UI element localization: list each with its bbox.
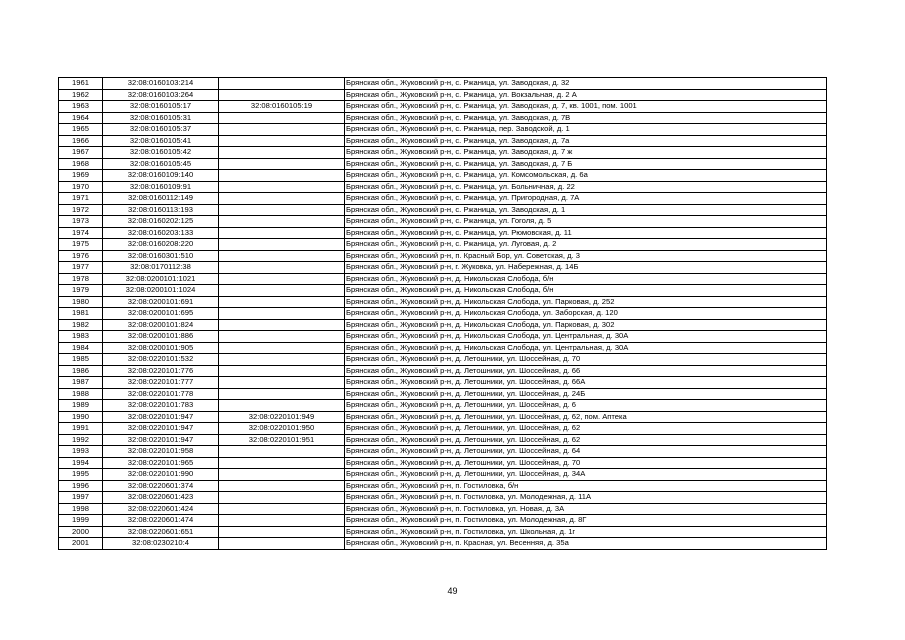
address-cell: Брянская обл., Жуковский р-н, п. Красная, ул. Весенняя, д. 35а — [345, 538, 827, 550]
address-cell: Брянская обл., Жуковский р-н, п. Красный Бор, ул. Советская, д. 3 — [345, 250, 827, 262]
cadastral-number-cell: 32:08:0200101:1024 — [103, 285, 219, 297]
cadastral-number-cell: 32:08:0220601:474 — [103, 515, 219, 527]
row-number-cell: 1978 — [59, 273, 103, 285]
related-cadastral-number-cell: 32:08:0220101:950 — [219, 423, 345, 435]
row-number-cell: 1996 — [59, 480, 103, 492]
row-number-cell: 1968 — [59, 158, 103, 170]
table-row — [59, 319, 827, 331]
address-cell: Брянская обл., Жуковский р-н, с. Ржаница, ул. Заводская, д. 7 ж — [345, 147, 827, 159]
related-cadastral-number-cell — [219, 308, 345, 320]
row-number-cell: 1982 — [59, 319, 103, 331]
cadastral-number-cell: 32:08:0220101:777 — [103, 377, 219, 389]
table-row — [59, 538, 827, 550]
cadastral-number-cell: 32:08:0160202:125 — [103, 216, 219, 228]
address-cell: Брянская обл., Жуковский р-н, п. Гостиловка, ул. Школьная, д. 1г — [345, 526, 827, 538]
related-cadastral-number-cell — [219, 239, 345, 251]
table-row — [59, 204, 827, 216]
address-cell: Брянская обл., Жуковский р-н, д. Летошники, ул. Шоссейная, д. 66А — [345, 377, 827, 389]
row-number-cell: 1987 — [59, 377, 103, 389]
related-cadastral-number-cell — [219, 216, 345, 228]
property-table-body — [59, 78, 827, 550]
table-row — [59, 526, 827, 538]
row-number-cell: 1981 — [59, 308, 103, 320]
table-row — [59, 193, 827, 205]
cadastral-number-cell: 32:08:0220101:965 — [103, 457, 219, 469]
related-cadastral-number-cell — [219, 526, 345, 538]
related-cadastral-number-cell — [219, 158, 345, 170]
address-cell: Брянская обл., Жуковский р-н, п. Гостиловка, ул. Новая, д. 3А — [345, 503, 827, 515]
related-cadastral-number-cell — [219, 227, 345, 239]
row-number-cell: 1973 — [59, 216, 103, 228]
address-cell: Брянская обл., Жуковский р-н, д. Летошники, ул. Шоссейная, д. 62 — [345, 434, 827, 446]
row-number-cell: 1966 — [59, 135, 103, 147]
table-row — [59, 457, 827, 469]
related-cadastral-number-cell — [219, 204, 345, 216]
row-number-cell: 1962 — [59, 89, 103, 101]
row-number-cell: 2001 — [59, 538, 103, 550]
cadastral-number-cell: 32:08:0220601:651 — [103, 526, 219, 538]
address-cell: Брянская обл., Жуковский р-н, г. Жуковка, ул. Набережная, д. 14Б — [345, 262, 827, 274]
related-cadastral-number-cell — [219, 135, 345, 147]
row-number-cell: 1988 — [59, 388, 103, 400]
address-cell: Брянская обл., Жуковский р-н, с. Ржаница, ул. Больничная, д. 22 — [345, 181, 827, 193]
cadastral-number-cell: 32:08:0160109:140 — [103, 170, 219, 182]
address-cell: Брянская обл., Жуковский р-н, д. Никольская Слобода, ул. Парковая, д. 302 — [345, 319, 827, 331]
related-cadastral-number-cell — [219, 124, 345, 136]
row-number-cell: 1974 — [59, 227, 103, 239]
cadastral-number-cell: 32:08:0220601:423 — [103, 492, 219, 504]
row-number-cell: 1983 — [59, 331, 103, 343]
table-row — [59, 365, 827, 377]
table-row — [59, 273, 827, 285]
address-cell: Брянская обл., Жуковский р-н, с. Ржаница, ул. Комсомольская, д. 6а — [345, 170, 827, 182]
cadastral-number-cell: 32:08:0220101:778 — [103, 388, 219, 400]
address-cell: Брянская обл., Жуковский р-н, д. Летошники, ул. Шоссейная, д. 64 — [345, 446, 827, 458]
related-cadastral-number-cell: 32:08:0160105:19 — [219, 101, 345, 113]
cadastral-number-cell: 32:08:0160103:214 — [103, 78, 219, 90]
cadastral-number-cell: 32:08:0220101:783 — [103, 400, 219, 412]
cadastral-number-cell: 32:08:0170112:38 — [103, 262, 219, 274]
address-cell: Брянская обл., Жуковский р-н, д. Летошники, ул. Шоссейная, д. 34А — [345, 469, 827, 481]
table-row — [59, 388, 827, 400]
address-cell: Брянская обл., Жуковский р-н, с. Ржаница, ул. Гоголя, д. 5 — [345, 216, 827, 228]
cadastral-number-cell: 32:08:0160105:31 — [103, 112, 219, 124]
related-cadastral-number-cell — [219, 285, 345, 297]
table-row — [59, 147, 827, 159]
row-number-cell: 1994 — [59, 457, 103, 469]
table-row — [59, 480, 827, 492]
cadastral-number-cell: 32:08:0160113:193 — [103, 204, 219, 216]
table-row — [59, 423, 827, 435]
table-row — [59, 503, 827, 515]
cadastral-number-cell: 32:08:0160112:149 — [103, 193, 219, 205]
table-row — [59, 354, 827, 366]
row-number-cell: 1980 — [59, 296, 103, 308]
table-row — [59, 469, 827, 481]
related-cadastral-number-cell — [219, 538, 345, 550]
cadastral-number-cell: 32:08:0160105:17 — [103, 101, 219, 113]
address-cell: Брянская обл., Жуковский р-н, д. Никольская Слобода, ул. Центральная, д. 30А — [345, 342, 827, 354]
cadastral-number-cell: 32:08:0200101:905 — [103, 342, 219, 354]
table-row — [59, 308, 827, 320]
cadastral-number-cell: 32:08:0220101:776 — [103, 365, 219, 377]
table-row — [59, 377, 827, 389]
address-cell: Брянская обл., Жуковский р-н, с. Ржаница, ул. Заводская, д. 32 — [345, 78, 827, 90]
table-row — [59, 89, 827, 101]
address-cell: Брянская обл., Жуковский р-н, д. Летошники, ул. Шоссейная, д. 62, пом. Аптека — [345, 411, 827, 423]
address-cell: Брянская обл., Жуковский р-н, с. Ржаница, ул. Заводская, д. 7, кв. 1001, пом. 1001 — [345, 101, 827, 113]
address-cell: Брянская обл., Жуковский р-н, п. Гостиловка, ул. Молодежная, д. 11А — [345, 492, 827, 504]
row-number-cell: 1969 — [59, 170, 103, 182]
related-cadastral-number-cell — [219, 181, 345, 193]
table-row — [59, 101, 827, 113]
cadastral-number-cell: 32:08:0220601:424 — [103, 503, 219, 515]
table-row — [59, 285, 827, 297]
table-row — [59, 342, 827, 354]
table-row — [59, 492, 827, 504]
related-cadastral-number-cell — [219, 503, 345, 515]
address-cell: Брянская обл., Жуковский р-н, д. Летошники, ул. Шоссейная, д. 24Б — [345, 388, 827, 400]
cadastral-number-cell: 32:08:0200101:1021 — [103, 273, 219, 285]
related-cadastral-number-cell — [219, 342, 345, 354]
table-row — [59, 296, 827, 308]
address-cell: Брянская обл., Жуковский р-н, с. Ржаница, ул. Вокзальная, д. 2 А — [345, 89, 827, 101]
row-number-cell: 1964 — [59, 112, 103, 124]
cadastral-number-cell: 32:08:0200101:691 — [103, 296, 219, 308]
cadastral-number-cell: 32:08:0230210:4 — [103, 538, 219, 550]
address-cell: Брянская обл., Жуковский р-н, д. Никольская Слобода, ул. Центральная, д. 30А — [345, 331, 827, 343]
cadastral-number-cell: 32:08:0160105:41 — [103, 135, 219, 147]
row-number-cell: 1975 — [59, 239, 103, 251]
related-cadastral-number-cell — [219, 515, 345, 527]
table-row — [59, 170, 827, 182]
cadastral-number-cell: 32:08:0160301:510 — [103, 250, 219, 262]
address-cell: Брянская обл., Жуковский р-н, д. Летошники, ул. Шоссейная, д. 62 — [345, 423, 827, 435]
table-row — [59, 78, 827, 90]
page-number: 49 — [447, 586, 458, 596]
row-number-cell: 1985 — [59, 354, 103, 366]
cadastral-number-cell: 32:08:0200101:886 — [103, 331, 219, 343]
table-row — [59, 158, 827, 170]
related-cadastral-number-cell — [219, 170, 345, 182]
row-number-cell: 1992 — [59, 434, 103, 446]
row-number-cell: 1993 — [59, 446, 103, 458]
table-row — [59, 216, 827, 228]
table-row — [59, 135, 827, 147]
related-cadastral-number-cell — [219, 492, 345, 504]
related-cadastral-number-cell — [219, 262, 345, 274]
related-cadastral-number-cell — [219, 78, 345, 90]
related-cadastral-number-cell — [219, 89, 345, 101]
address-cell: Брянская обл., Жуковский р-н, д. Никольская Слобода, ул. Парковая, д. 252 — [345, 296, 827, 308]
cadastral-number-cell: 32:08:0220101:947 — [103, 411, 219, 423]
address-cell: Брянская обл., Жуковский р-н, п. Гостиловка, б/н — [345, 480, 827, 492]
cadastral-number-cell: 32:08:0220101:990 — [103, 469, 219, 481]
row-number-cell: 1997 — [59, 492, 103, 504]
address-cell: Брянская обл., Жуковский р-н, п. Гостиловка, ул. Молодежная, д. 8Г — [345, 515, 827, 527]
cadastral-number-cell: 32:08:0220101:947 — [103, 434, 219, 446]
table-row — [59, 262, 827, 274]
cadastral-number-cell: 32:08:0220101:947 — [103, 423, 219, 435]
table-row — [59, 434, 827, 446]
row-number-cell: 1990 — [59, 411, 103, 423]
cadastral-number-cell: 32:08:0220601:374 — [103, 480, 219, 492]
table-row — [59, 239, 827, 251]
address-cell: Брянская обл., Жуковский р-н, д. Никольская Слобода, ул. Заборская, д. 120 — [345, 308, 827, 320]
address-cell: Брянская обл., Жуковский р-н, д. Никольская Слобода, б/н — [345, 285, 827, 297]
cadastral-number-cell: 32:08:0200101:824 — [103, 319, 219, 331]
property-table — [58, 77, 827, 550]
row-number-cell: 1986 — [59, 365, 103, 377]
related-cadastral-number-cell — [219, 112, 345, 124]
cadastral-number-cell: 32:08:0160203:133 — [103, 227, 219, 239]
related-cadastral-number-cell — [219, 469, 345, 481]
address-cell: Брянская обл., Жуковский р-н, д. Летошники, ул. Шоссейная, д. 66 — [345, 365, 827, 377]
cadastral-number-cell: 32:08:0160109:91 — [103, 181, 219, 193]
table-row — [59, 400, 827, 412]
related-cadastral-number-cell — [219, 250, 345, 262]
address-cell: Брянская обл., Жуковский р-н, с. Ржаница, ул. Пригородная, д. 7А — [345, 193, 827, 205]
table-row — [59, 124, 827, 136]
table-row — [59, 112, 827, 124]
related-cadastral-number-cell — [219, 388, 345, 400]
row-number-cell: 1963 — [59, 101, 103, 113]
row-number-cell: 1979 — [59, 285, 103, 297]
table-row — [59, 331, 827, 343]
related-cadastral-number-cell — [219, 296, 345, 308]
related-cadastral-number-cell — [219, 480, 345, 492]
table-row — [59, 181, 827, 193]
row-number-cell: 1984 — [59, 342, 103, 354]
related-cadastral-number-cell — [219, 273, 345, 285]
related-cadastral-number-cell: 32:08:0220101:949 — [219, 411, 345, 423]
cadastral-number-cell: 32:08:0160208:220 — [103, 239, 219, 251]
related-cadastral-number-cell — [219, 193, 345, 205]
table-row — [59, 515, 827, 527]
address-cell: Брянская обл., Жуковский р-н, с. Ржаница, ул. Луговая, д. 2 — [345, 239, 827, 251]
related-cadastral-number-cell — [219, 365, 345, 377]
cadastral-number-cell: 32:08:0160105:45 — [103, 158, 219, 170]
related-cadastral-number-cell — [219, 400, 345, 412]
row-number-cell: 1970 — [59, 181, 103, 193]
row-number-cell: 1972 — [59, 204, 103, 216]
address-cell: Брянская обл., Жуковский р-н, с. Ржаница, ул. Заводская, д. 7а — [345, 135, 827, 147]
table-row — [59, 411, 827, 423]
address-cell: Брянская обл., Жуковский р-н, д. Никольская Слобода, б/н — [345, 273, 827, 285]
cadastral-number-cell: 32:08:0200101:695 — [103, 308, 219, 320]
cadastral-number-cell: 32:08:0220101:958 — [103, 446, 219, 458]
related-cadastral-number-cell — [219, 319, 345, 331]
address-cell: Брянская обл., Жуковский р-н, д. Летошники, ул. Шоссейная, д. 70 — [345, 354, 827, 366]
address-cell: Брянская обл., Жуковский р-н, с. Ржаница, ул. Рюмовская, д. 11 — [345, 227, 827, 239]
cadastral-number-cell: 32:08:0160103:264 — [103, 89, 219, 101]
address-cell: Брянская обл., Жуковский р-н, с. Ржаница, пер. Заводской, д. 1 — [345, 124, 827, 136]
related-cadastral-number-cell: 32:08:0220101:951 — [219, 434, 345, 446]
cadastral-number-cell: 32:08:0160105:37 — [103, 124, 219, 136]
address-cell: Брянская обл., Жуковский р-н, с. Ржаница, ул. Заводская, д. 7В — [345, 112, 827, 124]
address-cell: Брянская обл., Жуковский р-н, д. Летошники, ул. Шоссейная, д. 70 — [345, 457, 827, 469]
related-cadastral-number-cell — [219, 354, 345, 366]
related-cadastral-number-cell — [219, 446, 345, 458]
row-number-cell: 1967 — [59, 147, 103, 159]
row-number-cell: 1971 — [59, 193, 103, 205]
related-cadastral-number-cell — [219, 457, 345, 469]
related-cadastral-number-cell — [219, 147, 345, 159]
row-number-cell: 1977 — [59, 262, 103, 274]
row-number-cell: 1961 — [59, 78, 103, 90]
cadastral-number-cell: 32:08:0160105:42 — [103, 147, 219, 159]
related-cadastral-number-cell — [219, 331, 345, 343]
table-row — [59, 250, 827, 262]
row-number-cell: 1999 — [59, 515, 103, 527]
address-cell: Брянская обл., Жуковский р-н, с. Ржаница, ул. Заводская, д. 7 Б — [345, 158, 827, 170]
row-number-cell: 1965 — [59, 124, 103, 136]
row-number-cell: 1989 — [59, 400, 103, 412]
row-number-cell: 1991 — [59, 423, 103, 435]
address-cell: Брянская обл., Жуковский р-н, с. Ржаница, ул. Заводская, д. 1 — [345, 204, 827, 216]
table-row — [59, 227, 827, 239]
row-number-cell: 1976 — [59, 250, 103, 262]
row-number-cell: 2000 — [59, 526, 103, 538]
cadastral-number-cell: 32:08:0220101:532 — [103, 354, 219, 366]
row-number-cell: 1998 — [59, 503, 103, 515]
table-row — [59, 446, 827, 458]
related-cadastral-number-cell — [219, 377, 345, 389]
address-cell: Брянская обл., Жуковский р-н, д. Летошники, ул. Шоссейная, д. 6 — [345, 400, 827, 412]
row-number-cell: 1995 — [59, 469, 103, 481]
